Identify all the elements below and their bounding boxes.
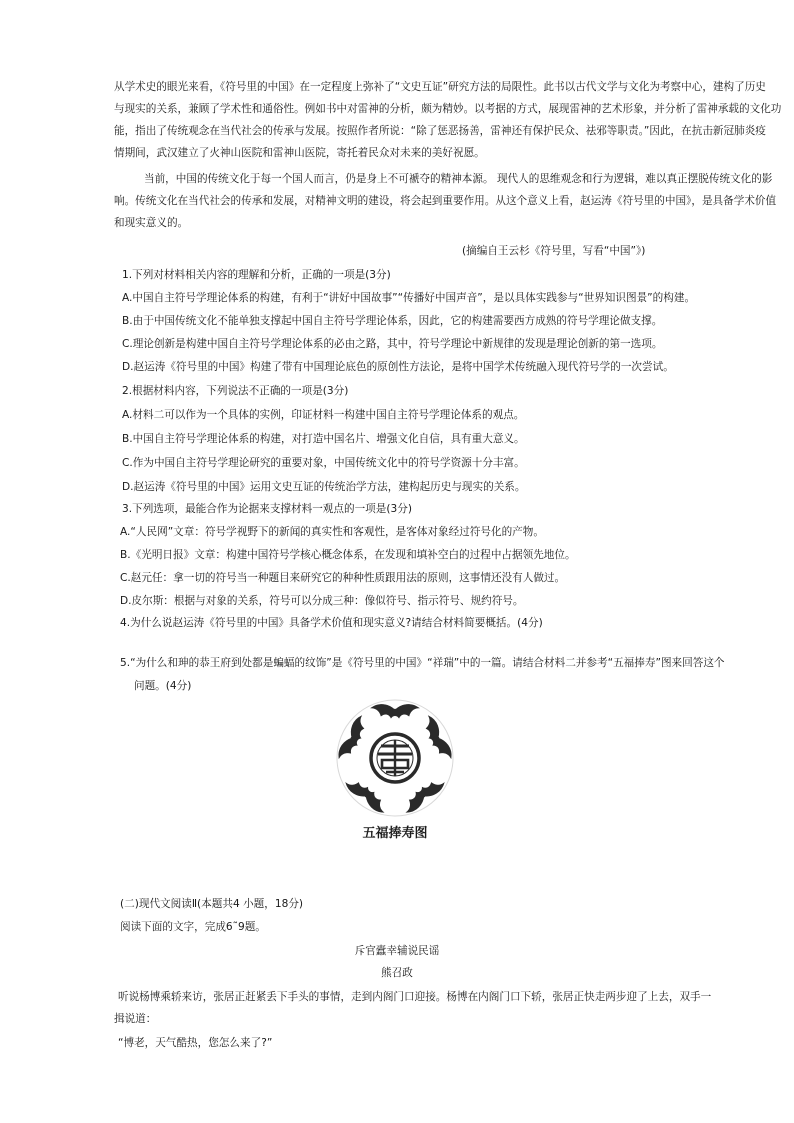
question-1-option-d: D.赵运涛《符号里的中国》构建了带有中国理论底色的原创性方法论，是将中国学术传统融入现代符号学的一次尝试。 [122,361,674,373]
passage-line-4: 情期间，武汉建立了火神山医院和雷神山医院，寄托着民众对未来的美好祝愿。 [114,147,485,159]
question-4: 4.为什么说赵运涛《符号里的中国》具备学术价值和现实意义?请结合材料简要概括。(4分) [120,617,543,629]
passage-line-6: 响。传统文化在当代社会的传承和发展，对精神文明的建设，将会起到重要作用。从这个意义上看，赵运涛《符号里的中国》，是具备学术价值 [114,195,777,207]
passage-line-5: 当前，中国的传统文化于每一个国人而言，仍是身上不可褫夺的精神本源。 现代人的思维观念和行为逻辑，难以真正摆脱传统文化的影 [144,173,773,185]
story-dialog-1: “博老，天气酷热，您怎么来了?” [118,1037,273,1049]
question-2-stem: 2.根据材料内容，下列说法不正确的一项是(3分) [122,385,349,397]
question-3-option-b: B.《光明日报》文章：构建中国符号学核心概念体系，在发现和填补空白的过程中占据领先地位。 [120,549,576,561]
question-2-option-c: C.作为中国自主符号学理论研究的重要对象，中国传统文化中的符号学资源十分丰富。 [122,457,525,469]
section-2-instruction: 阅读下面的文字，完成6˜9题。 [120,921,266,933]
question-1-option-a: A.中国自主符号学理论体系的构建，有利于“讲好中国故事”“传播好中国声音”，是以具体实践参与“世界知识图景”的构建。 [122,292,696,304]
question-2-option-d: D.赵运涛《符号里的中国》运用文史互证的传统治学方法，建构起历史与现实的关系。 [122,481,526,493]
wufu-pengshou-figure [330,696,460,820]
story-para-1-line-1: 听说杨博乘轿来访，张居正赶紧丢下手头的事情，走到内阁门口迎接。杨博在内阁门口下轿，张居正快走两步迎了上去，双手一 [118,991,712,1003]
story-title: 斥官蠹幸辅说民谣 [354,945,440,957]
passage-line-2: 与现实的关系，兼顾了学术性和通俗性。例如书中对雷神的分析，颇为精妙。以考据的方式，展现雷神的艺术形象，并分析了雷神承载的文化功 [114,103,782,115]
question-3-stem: 3.下列选项，最能合作为论据来支撑材料一观点的一项是(3分) [122,503,412,515]
question-3-option-a: A.“人民网”文章：符号学视野下的新闻的真实性和客观性，是客体对象经过符号化的产物。 [120,526,544,538]
question-5-line-2: 问题。(4分) [134,680,192,692]
passage-line-3: 能，指出了传统观念在当代社会的传承与发展。按照作者所说：“除了惩恶扬善，雷神还有保护民众、祛邪等职责。”因此，在抗击新冠肺炎疫 [114,125,766,137]
passage-source: (摘编自王云杉《符号里，写看“中国”》) [462,245,646,257]
question-5-line-1: 5.“为什么和珅的恭王府到处都是蝙蝠的纹饰”是《符号里的中国》“祥瑞”中的一篇。请结合材料二并参考“五福捧寿”图来回答这个 [120,657,725,669]
story-para-1-line-2: 揖说道： [114,1013,157,1025]
figure-caption: 五福捧寿图 [362,826,428,841]
question-1-option-c: C.理论创新是构建中国自主符号学理论体系的必由之路，其中，符号学理论中新规律的发现是理论创新的第一选项。 [122,338,663,350]
section-2-heading: (二)现代文阅读Ⅱ(本题共4 小题，18分) [120,898,304,910]
question-3-option-c: C.赵元任：拿一切的符号当一种题目来研究它的种种性质跟用法的原则，这事情还没有人做过。 [120,572,566,584]
story-author: 熊召政 [381,967,413,979]
passage-line-1: 从学术史的眼光来看，《符号里的中国》在一定程度上弥补了“文史互证”研究方法的局限性。此书以古代文学与文化为考察中心，建构了历史 [114,81,766,93]
question-2-option-a: A.材料二可以作为一个具体的实例，印证材料一构建中国自主符号学理论体系的观点。 [122,409,525,421]
question-1-option-b: B.由于中国传统文化不能单独支撑起中国自主符号学理论体系，因此，它的构建需要西方成熟的符号学理论做支撑。 [122,315,663,327]
question-1-stem: 1.下列对材料相关内容的理解和分析，正确的一项是(3分) [122,269,391,281]
question-3-option-d: D.皮尔斯：根据与对象的关系，符号可以分成三种：像似符号、指示符号、规约符号。 [120,595,524,607]
passage-line-7: 和现实意义的。 [114,217,189,229]
question-2-option-b: B.中国自主符号学理论体系的构建，对打造中国名片、增强文化自信，具有重大意义。 [122,433,525,445]
